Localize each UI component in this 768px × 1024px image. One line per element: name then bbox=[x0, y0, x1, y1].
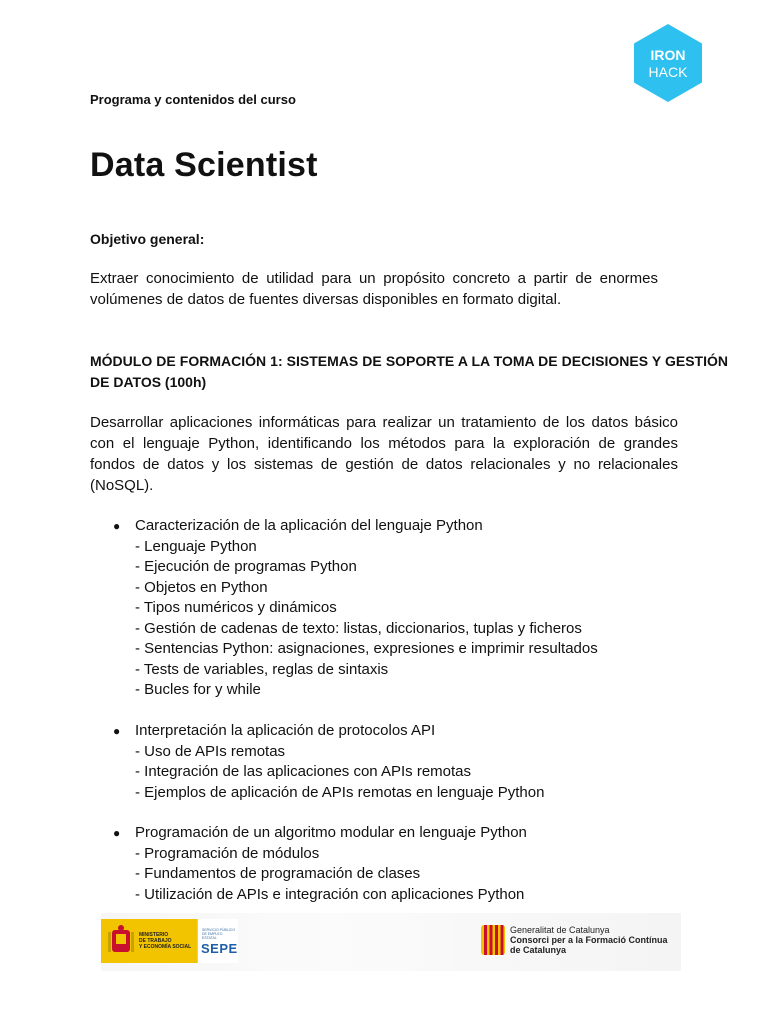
bullet-group-python bbox=[113, 516, 673, 701]
bullet-item bbox=[113, 721, 673, 742]
list-item: - Uso de APIs remotas bbox=[135, 742, 286, 760]
coat-of-arms-icon bbox=[106, 924, 136, 958]
list-item: - Ejemplos de aplicación de APIs remotas en lenguaje Python bbox=[135, 783, 545, 801]
list-item: - Programación de módulos bbox=[135, 844, 320, 862]
ministry-logo bbox=[101, 919, 197, 963]
logo-line1: IRON bbox=[650, 47, 686, 63]
logo-line2: HACK bbox=[648, 64, 688, 80]
sepe-logo bbox=[101, 919, 239, 963]
objective-text: Extraer conocimiento de utilidad para un propósito concreto a partir de enormes volúmenes de datos de fuentes diversas disponibles en formato digital. bbox=[90, 270, 658, 308]
list-item: - Ejecución de programas Python bbox=[135, 558, 357, 575]
sub-list bbox=[113, 537, 673, 701]
bullet-title: Programación de un algoritmo modular en lenguaje Python bbox=[135, 824, 527, 841]
hexagon-logo-icon bbox=[634, 24, 702, 102]
list-item: - Tipos numéricos y dinámicos bbox=[135, 599, 337, 616]
list-item: - Gestión de cadenas de texto: listas, diccionarios, tuplas y ficheros bbox=[135, 619, 582, 637]
bullet-item bbox=[113, 516, 673, 537]
list-item: - Integración de las aplicaciones con APIs remotas bbox=[135, 763, 472, 780]
module-heading: MÓDULO DE FORMACIÓN 1: SISTEMAS DE SOPORTE A LA TOMA DE DECISIONES Y GESTIÓN DE DATOS (100h) bbox=[90, 353, 728, 390]
list-item: - Sentencias Python: asignaciones, expresiones e imprimir resultados bbox=[135, 640, 598, 657]
funding-logos-footer bbox=[101, 913, 681, 971]
ministry-text: MINISTERIO DE TRABAJO Y ECONOMÍA SOCIAL bbox=[139, 932, 192, 950]
bullet-item bbox=[113, 823, 673, 844]
course-program-subtitle: Programa y contenidos del curso bbox=[90, 92, 296, 107]
sepe-subtitle: SERVICIO PÚBLICO DE EMPLEO ESTATAL bbox=[202, 928, 236, 940]
generalitat-logo bbox=[481, 923, 681, 959]
bullet-group-modular bbox=[113, 823, 673, 905]
sepe-label: SEPE bbox=[201, 941, 238, 956]
page-title: Data Scientist bbox=[90, 146, 318, 184]
list-item: - Bucles for y while bbox=[135, 681, 261, 698]
bullet-icon: ● bbox=[113, 826, 121, 840]
list-item: - Objetos en Python bbox=[135, 578, 268, 596]
bullet-group-api bbox=[113, 721, 673, 803]
objective-label: Objetivo general: bbox=[90, 231, 205, 247]
generalitat-text: Generalitat de Catalunya Consorci per a la Formació Contínua de Catalunya bbox=[510, 925, 668, 955]
bullet-title: Interpretación la aplicación de protocolos API bbox=[135, 722, 436, 739]
sub-list bbox=[113, 844, 673, 906]
list-item: - Lenguaje Python bbox=[135, 537, 257, 555]
bullet-icon: ● bbox=[113, 724, 121, 738]
bullet-icon: ● bbox=[113, 519, 121, 533]
list-item: - Tests de variables, reglas de sintaxis bbox=[135, 660, 389, 678]
catalan-flag-icon bbox=[481, 925, 505, 955]
ironhack-logo bbox=[634, 24, 702, 102]
module-description: Desarrollar aplicaciones informáticas para realizar un tratamiento de los datos básico con el lenguaje Python, identificando los métodos para la exploración de grandes fondos de datos y los sistemas de gestión de datos relacionales y no relacionales (NoSQL). bbox=[90, 414, 678, 494]
sepe-box bbox=[197, 919, 238, 963]
sub-list bbox=[113, 742, 673, 804]
list-item: - Utilización de APIs e integración con aplicaciones Python bbox=[135, 885, 525, 903]
bullet-title: Caracterización de la aplicación del lenguaje Python bbox=[135, 517, 483, 534]
list-item: - Fundamentos de programación de clases bbox=[135, 865, 421, 882]
